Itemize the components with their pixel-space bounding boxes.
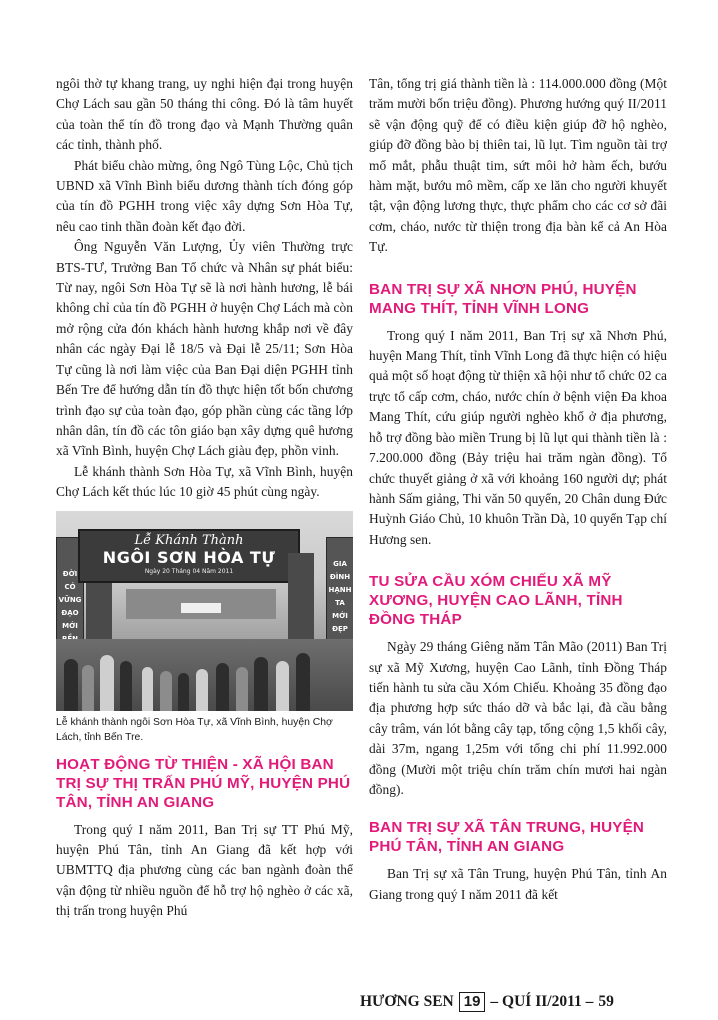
quarter-label: – QUÍ II/2011 – <box>490 993 594 1010</box>
banner-subtitle: Lễ Khánh Thành <box>134 532 244 548</box>
person-figure <box>100 655 114 711</box>
banner-title: NGÔI SƠN HÒA TỰ <box>102 547 276 567</box>
left-column <box>56 74 353 922</box>
paragraph: ngôi thờ tự khang trang, uy nghi hiện đại trong huyện Chợ Lách sau gần 50 tháng thi công. Đó là tâm huyết của toàn thể tín đồ trong đạo và Mạnh Thường quân các tỉnh, thành phố. <box>56 76 353 153</box>
section-heading: TU SỬA CẦU XÓM CHIẾU XÃ MỸ XƯƠNG, HUYỆN CAO LÃNH, TỈNH ĐỒNG THÁP <box>369 573 623 629</box>
paragraph: Lễ khánh thành Sơn Hòa Tự, xã Vĩnh Bình, huyện Chợ Lách kết thúc lúc 10 giờ 45 phút cùng ngày. <box>56 463 353 500</box>
crowd <box>56 639 353 711</box>
pillar-text: ĐỜI CÓ VỮNG ĐẠO MỚI <box>58 569 82 630</box>
paragraph: Ban Trị sự xã Tân Trung, huyện Phú Tân, tỉnh An Giang trong quý I năm 2011 đã kết <box>369 866 667 902</box>
section-heading: HOẠT ĐỘNG TỪ THIỆN - XÃ HỘI BAN TRỊ SỰ THỊ TRẤN PHÚ MỸ, HUYỆN PHÚ TÂN, TỈNH AN GIANG <box>56 755 351 811</box>
right-column <box>369 74 667 905</box>
person-figure <box>82 665 94 711</box>
section-heading: BAN TRỊ SỰ XÃ NHƠN PHÚ, HUYỆN MANG THÍT, TỈNH VĨNH LONG <box>369 280 637 317</box>
person-figure <box>296 653 310 711</box>
temple-sign <box>181 603 221 613</box>
person-figure <box>216 663 229 711</box>
person-figure <box>178 673 189 711</box>
ceremony-photo <box>56 511 353 711</box>
page-footer <box>360 991 664 1013</box>
person-figure <box>64 659 78 711</box>
paragraph: Tân, tổng trị giá thành tiền là : 114.000.000 đồng (Một trăm mười bốn triệu đồng). Phương hướng quý II/2011 sẽ vận động quỹ để có điều kiện giúp đỡ hộ nghèo, giúp đỡ đồng bào bị thiên tai, lũ lụt. Tìm nguồn tài trợ mổ mắt, phẫu thuật tim, sứt môi hở hàm ếch, bướu hàm mặt, bướu mô mềm, cấp xe lăn cho người khuyết tật, vận động lương thực, thực phẩm cho các cơ sở đãi cơm, cháo, nước từ thiện trong địa bàn kể cả An Hòa Tự. <box>369 76 667 255</box>
paragraph: Ngày 29 tháng Giêng năm Tân Mão (2011) Ban Trị sự xã Mỹ Xương, huyện Cao Lãnh, tỉnh Đồng Tháp tiến hành tu sửa cầu Xóm Chiếu. Khoảng 35 đồng đạo địa phương hợp sức tháo dỡ và bắc lại, đà cầu bằng cây trâm, ván lót bằng cây tạp, tổng cộng 1,5 khối cây, dài 37m, ngang 1,25m với tổng chi phí 11.992.000 đồng (Mười một triệu chín trăm chín mươi hai ngàn đồng). <box>369 639 667 797</box>
section-heading: BAN TRỊ SỰ XÃ TÂN TRUNG, HUYỆN PHÚ TÂN, TỈNH AN GIANG <box>369 819 645 856</box>
gate-banner <box>78 529 300 583</box>
pillar-text: GIA ĐÌNH HẠNH TA MỚI ĐẸP <box>328 559 352 633</box>
banner-date: Ngày 20 Tháng 04 Năm 2011 <box>144 567 234 575</box>
page-number: 59 <box>598 993 614 1010</box>
paragraph: Ông Nguyễn Văn Lượng, Ủy viên Thường trực BTS-TƯ, Trưởng Ban Tổ chức và Nhân sự phát biểu: Từ nay, ngôi Sơn Hòa Tự sẽ là nơi hành hương, lễ bái không chỉ của tín đồ PGHH ở huyện Chợ Lách mà còn mở rộng cửa đón khách hành hương khắp nơi về đây nhân các ngày Đại lễ 18/5 và Đại lễ 25/11; Sơn Hòa Tự cũng là nơi làm việc của Ban Đại diện PGHH tỉnh Bến Tre để hướng dẫn tín đồ thực hiện tốt bốn chương trình đạo sự của toàn đạo, góp phần cùng các tầng lớp nhân dân, tín đồ các tôn giáo bạn xây dựng quê hương xã Vĩnh Bình, huyện Chợ Lách giàu đẹp, phồn vinh. <box>56 239 353 459</box>
paragraph: Trong quý I năm 2011, Ban Trị sự TT Phú Mỹ, huyện Phú Tân, tỉnh An Giang đã kết hợp với UBMTTQ địa phương cùng các ban ngành đoàn thể vận động từ nhiều nguồn để hỗ trợ hộ nghèo ở các xã, thị trấn trong huyện Phú <box>56 821 353 919</box>
photo-caption: Lễ khánh thành ngôi Sơn Hòa Tự, xã Vĩnh Bình, huyện Chợ Lách, tỉnh Bến Tre. <box>56 716 333 743</box>
person-figure <box>236 667 248 711</box>
person-figure <box>276 661 289 711</box>
person-figure <box>254 657 268 711</box>
person-figure <box>196 669 208 711</box>
person-figure <box>120 661 132 711</box>
magazine-name: HƯƠNG SEN <box>360 993 454 1010</box>
paragraph: Phát biểu chào mừng, ông Ngô Tùng Lộc, Chủ tịch UBND xã Vĩnh Bình biểu dương thành tích đóng góp của tín đồ PGHH trong việc xây dựng Sơn Hòa Tự, nêu cao tinh thần đoàn kết đạo đời. <box>56 157 353 234</box>
paragraph: Trong quý I năm 2011, Ban Trị sự xã Nhơn Phú, huyện Mang Thít, tỉnh Vĩnh Long đã thực hiện có hiệu quả một số hoạt động từ thiện xã hội như tổ chức 02 ca trực tổ cấp cơm, cháo, nước chín ở bệnh viện Đa khoa Mang Thít, cứu giúp người nghèo khổ ở địa phương, hỗ trợ đồng bào miền Trung bị lũ lụt qui thành tiền là : 7.200.000 đồng (Bảy triệu hai trăm ngàn đồng). Tổ chức thuyết giảng ở xã với khoảng 160 người dự; phát hành Sấm giảng, Thi văn 50 quyển, 20 Chân dung Đức Huỳnh Giáo Chủ, 10 khuôn Trần Dà, 10 quyển Tạp chí Hương sen. <box>369 327 667 547</box>
person-figure <box>142 667 153 711</box>
person-figure <box>160 671 172 711</box>
issue-number: 19 <box>459 992 486 1012</box>
